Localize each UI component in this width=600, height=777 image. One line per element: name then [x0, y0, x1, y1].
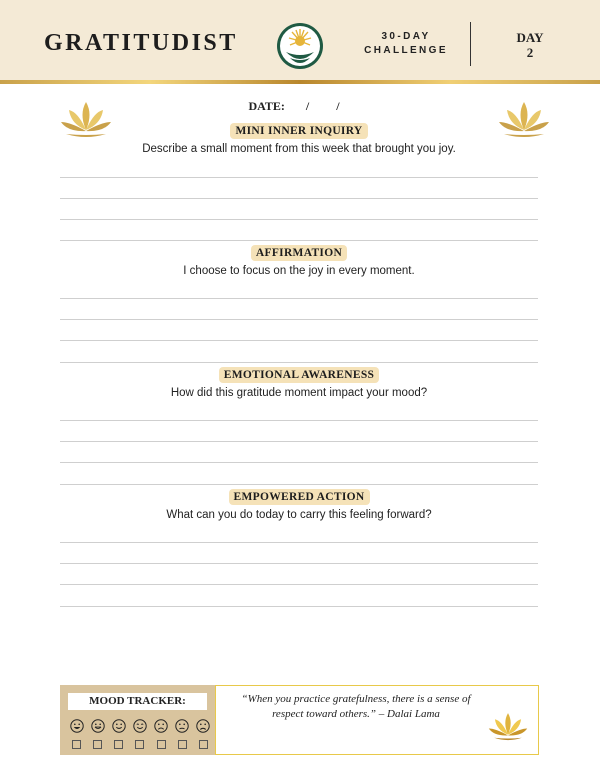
mood-checkbox[interactable] [114, 740, 123, 749]
writing-line[interactable] [60, 319, 538, 320]
quote-text: “When you practice gratefulness, there is a sense of respect toward others.” – Dalai Lama [241, 693, 471, 720]
section-title: EMPOWERED ACTION [229, 489, 370, 505]
very-happy-face-icon [70, 719, 84, 733]
writing-line[interactable] [60, 484, 538, 485]
section-mini-inner-inquiry [60, 123, 538, 155]
date-label: DATE: [248, 99, 285, 113]
writing-line[interactable] [60, 441, 538, 442]
lotus-icon [488, 710, 528, 744]
section-prompt: I choose to focus on the joy in every moment. [183, 265, 415, 277]
section-prompt: Describe a small moment from this week that brought you joy. [142, 143, 456, 155]
grinning-face-icon [91, 719, 105, 733]
writing-line[interactable] [60, 606, 538, 607]
mood-tracker-title: MOOD TRACKER: [68, 693, 207, 710]
section-prompt: How did this gratitude moment impact your mood? [170, 387, 428, 399]
date-field[interactable]: / / [305, 99, 352, 113]
writing-line[interactable] [60, 340, 538, 341]
mood-checkbox[interactable] [93, 740, 102, 749]
gold-divider [0, 80, 600, 84]
day-indicator [500, 30, 560, 60]
section-emotional-awareness [60, 367, 538, 399]
mood-faces [70, 719, 210, 733]
mood-checkbox[interactable] [199, 740, 208, 749]
mood-checkbox[interactable] [72, 740, 81, 749]
writing-line[interactable] [60, 542, 538, 543]
mood-checkbox[interactable] [178, 740, 187, 749]
section-title: AFFIRMATION [251, 245, 347, 261]
date-row [0, 99, 600, 114]
brand-title: GRATITUDIST [44, 30, 238, 56]
mood-checkboxes [72, 740, 208, 749]
quote-box [215, 685, 539, 755]
day-label: DAY [516, 30, 544, 45]
section-prompt: What can you do today to carry this feeling forward? [166, 509, 432, 521]
section-affirmation [60, 245, 538, 277]
sad-face-icon [154, 719, 168, 733]
writing-line[interactable] [60, 420, 538, 421]
smiling-face-icon [112, 719, 126, 733]
challenge-line-2: CHALLENGE [364, 45, 448, 56]
writing-line[interactable] [60, 177, 538, 178]
page-header [0, 0, 600, 80]
writing-line[interactable] [60, 563, 538, 564]
mood-checkbox[interactable] [135, 740, 144, 749]
mood-checkbox[interactable] [157, 740, 166, 749]
challenge-label [356, 30, 456, 58]
writing-line[interactable] [60, 362, 538, 363]
mood-tracker [60, 685, 215, 755]
unhappy-face-icon [175, 719, 189, 733]
writing-line[interactable] [60, 462, 538, 463]
happy-face-icon [133, 719, 147, 733]
section-title: EMOTIONAL AWARENESS [219, 367, 379, 383]
writing-line[interactable] [60, 298, 538, 299]
challenge-line-1: 30-DAY [381, 31, 431, 42]
day-number: 2 [526, 45, 534, 60]
section-title: MINI INNER INQUIRY [230, 123, 367, 139]
frowning-face-icon [196, 719, 210, 733]
writing-line[interactable] [60, 584, 538, 585]
writing-line[interactable] [60, 198, 538, 199]
sun-lotus-logo-icon [276, 22, 324, 70]
header-divider [470, 22, 471, 66]
writing-line[interactable] [60, 240, 538, 241]
section-empowered-action [60, 489, 538, 521]
writing-line[interactable] [60, 219, 538, 220]
